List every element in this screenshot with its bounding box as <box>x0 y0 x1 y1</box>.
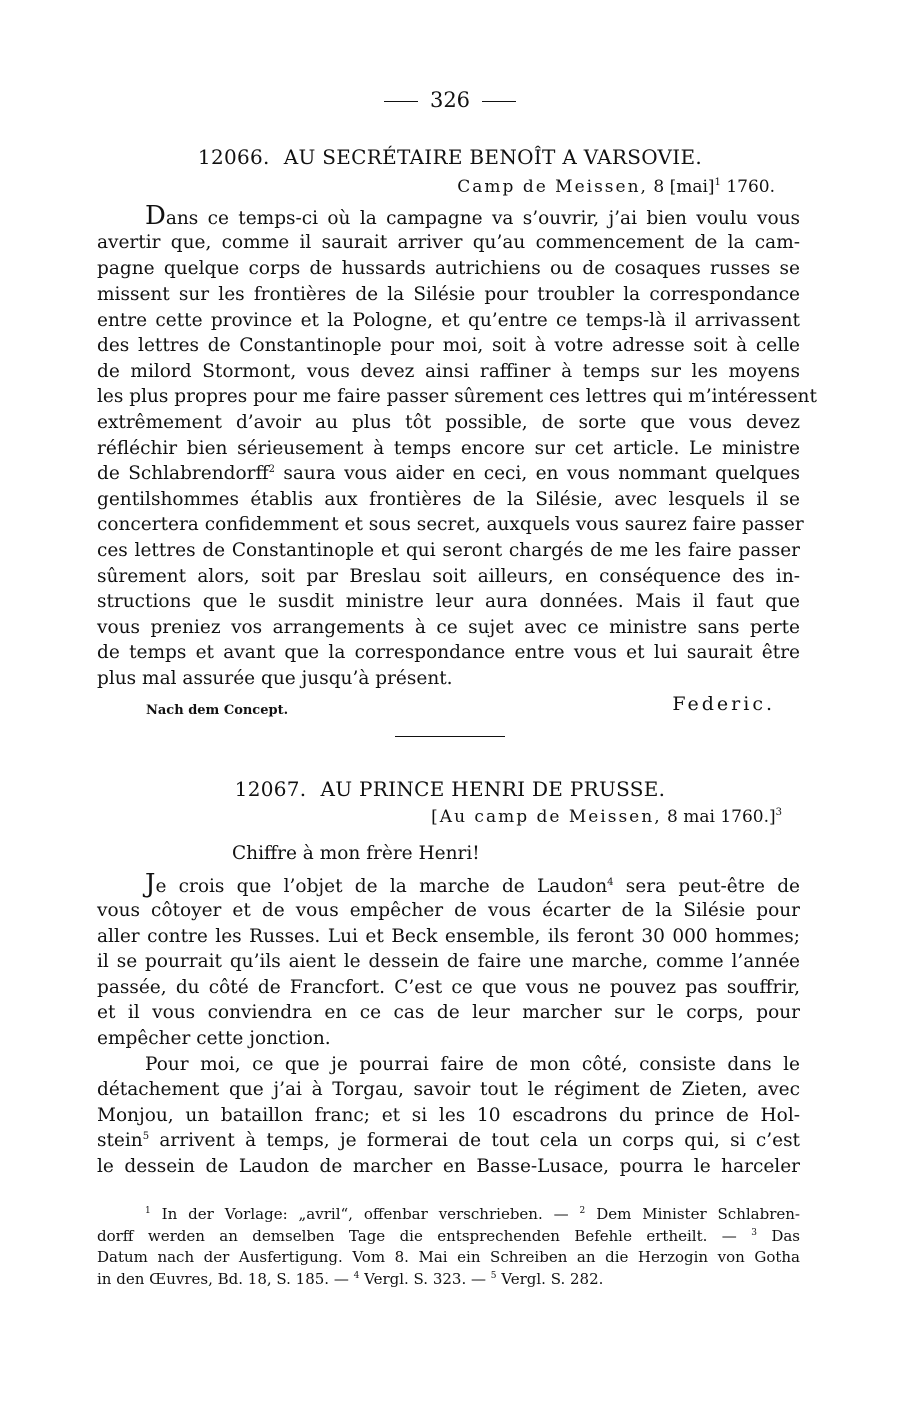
text-line <box>97 256 800 282</box>
letter-heading-12066 <box>0 143 900 171</box>
line-text: pagne quelque corps de hussards autrichiens ou de cosaques russes se <box>97 258 800 279</box>
text-line <box>97 461 800 487</box>
dateline-date: 8 [mai] <box>653 177 715 197</box>
line-text: empêcher cette jonction. <box>97 1028 331 1049</box>
text-line <box>97 538 800 564</box>
text-line <box>97 410 800 436</box>
footnote-line <box>97 1268 800 1290</box>
line-text: sûrement alors, soit par Breslau soit ailleurs, en conséquence des in- <box>97 566 800 587</box>
text-line <box>97 640 800 666</box>
letter-heading-12067 <box>0 775 900 803</box>
text-line <box>97 898 800 924</box>
text-line <box>97 1128 800 1154</box>
footnote-line <box>97 1246 800 1268</box>
dateline-place: Camp de Meissen, <box>457 177 648 197</box>
line-text: concertera confidemment et sous secret, auxquels vous saurez faire passer <box>97 514 804 535</box>
line-text: sera peut-être de <box>613 876 800 897</box>
footnote-line <box>145 1203 800 1225</box>
dateline-year: 1760. <box>720 177 775 197</box>
footnote-ref: 2 <box>268 464 275 475</box>
text-line <box>97 308 800 334</box>
text-line <box>145 203 800 232</box>
dateline-date: 8 mai 1760.] <box>661 807 776 827</box>
line-text: Pour moi, ce que je pourrai faire de mon côté, consiste dans le <box>145 1054 800 1075</box>
footnote-marker: 1 <box>145 1206 151 1216</box>
page-number-dash-right <box>482 101 516 102</box>
line-text: extrêmement d’avoir au plus tôt possible, de sorte que vous devez <box>97 412 800 433</box>
source-note: Nach dem Concept. <box>146 703 289 718</box>
footnote-text: dorff werden an demselben Tage die entsprechenden Befehle ertheilt. — <box>97 1227 752 1245</box>
line-text: missent sur les frontières de la Silésie pour troubler la correspondance <box>97 284 800 305</box>
text-line <box>97 615 800 641</box>
line-text: ces lettres de Constantinople et qui seront chargés de me les faire passer <box>97 540 800 561</box>
text-line <box>97 333 800 359</box>
text-line <box>97 512 804 538</box>
footnote-marker: 3 <box>751 1228 757 1238</box>
letter-dateline <box>457 175 775 199</box>
line-text: vous côtoyer et de vous empêcher de vous écarter de la Silésie pour <box>97 900 800 921</box>
text-line <box>97 1154 800 1180</box>
salutation <box>232 841 732 867</box>
letter-title: AU PRINCE HENRI DE PRUSSE. <box>320 777 666 801</box>
line-text: plus mal assurée que jusqu’à présent. <box>97 668 453 689</box>
text-line <box>97 384 817 410</box>
line-text: de temps et avant que la correspondance entre vous et lui saurait être <box>97 642 800 663</box>
footnote-text: Dem Minister Schlabren- <box>585 1205 800 1223</box>
footnote-text: Datum nach der Ausfertigung. Vom 8. Mai ein Schreiben an die Herzogin von Gotha <box>97 1248 800 1266</box>
footnote-text: In der Vorlage: „avril“, offenbar verschrieben. — <box>150 1205 580 1223</box>
footnote-ref: 1 <box>714 177 721 188</box>
line-text: aller contre les Russes. Lui et Beck ensemble, ils feront 30 000 hommes; <box>97 926 800 947</box>
line-text: des lettres de Constantinople pour moi, soit à votre adresse soit à celle <box>97 335 800 356</box>
footnote-ref: 3 <box>775 807 782 818</box>
footnote-marker: 5 <box>490 1271 497 1281</box>
salutation-text: Chiffre à mon frère Henri! <box>232 843 480 864</box>
text-line <box>97 589 800 615</box>
page-number-text: 326 <box>429 88 471 112</box>
letter-title: AU SECRÉTAIRE BENOÎT A VARSOVIE. <box>283 145 703 169</box>
text-line <box>97 282 800 308</box>
initial-letter: D <box>145 201 166 231</box>
footnote-marker: 2 <box>579 1206 586 1216</box>
line-text: entre cette province et la Pologne, et qu’entre ce temps-là il arrivassent <box>97 310 800 331</box>
text-line <box>97 1026 800 1052</box>
text-line <box>97 1103 800 1129</box>
letter-number: 12066. <box>197 145 270 169</box>
text-line <box>97 975 800 1001</box>
text-line <box>97 949 800 975</box>
page-number-dash-left <box>384 101 418 102</box>
line-text: il se pourrait qu’ils aient le dessein de faire une marche, comme l’année <box>97 951 800 972</box>
footnote-text: Das <box>756 1227 801 1245</box>
line-text: gentilshommes établis aux frontières de la Silésie, avec lesquels il se <box>97 489 800 510</box>
footnote-text: in den Œuvres, Bd. 18, S. 185. — <box>97 1270 354 1288</box>
text-line <box>97 436 800 462</box>
text-line <box>97 666 800 692</box>
line-text: de milord Stormont, vous devez ainsi raffiner à temps sur les moyens <box>97 361 800 382</box>
text-line <box>97 487 800 513</box>
text-line <box>145 871 800 900</box>
text-line <box>97 1077 800 1103</box>
footnote-text: Vergl. S. 323. — <box>359 1270 491 1288</box>
line-text: le dessein de Laudon de marcher en Basse-Lusace, pourra le harceler <box>97 1156 800 1177</box>
line-text: avertir que, comme il saurait arriver qu’au commencement de la cam- <box>97 232 800 253</box>
line-text: de Schlabrendorff <box>97 463 269 484</box>
line-text: passée, du côté de Francfort. C’est ce que vous ne pouvez pas souffrir, <box>97 977 800 998</box>
footnote-ref: 5 <box>142 1131 150 1142</box>
text-line <box>97 564 800 590</box>
signature: Federic. <box>672 693 775 715</box>
text-line <box>97 924 800 950</box>
line-text: vous preniez vos arrangements à ce sujet avec ce ministre sans perte <box>97 617 800 638</box>
line-text: arrivent à temps, je formerai de tout cela un corps qui, si c’est <box>149 1130 800 1151</box>
footnote-marker: 4 <box>353 1271 360 1281</box>
line-text: saura vous aider en ceci, en vous nommant quelques <box>274 463 800 484</box>
line-text: Monjou, un bataillon franc; et si les 10 escadrons du prince de Hol- <box>97 1105 800 1126</box>
line-text: stein <box>97 1130 143 1151</box>
letter-dateline <box>431 805 782 829</box>
line-text: et il vous conviendra en ce cas de leur marcher sur le corps, pour <box>97 1002 800 1023</box>
text-line <box>97 359 800 385</box>
initial-letter: J <box>145 869 156 899</box>
line-text: réfléchir bien sérieusement à temps encore sur cet article. Le ministre <box>97 438 800 459</box>
line-text: ans ce temps-ci où la campagne va s’ouvrir, j’ai bien voulu vous <box>165 208 800 229</box>
footnote-ref: 4 <box>607 877 614 888</box>
footnote-line <box>97 1225 800 1247</box>
text-line <box>97 1000 800 1026</box>
page-number <box>0 86 900 114</box>
footnote-text: Vergl. S. 282. <box>496 1270 604 1288</box>
dateline-place: [Au camp de Meissen, <box>431 807 662 827</box>
section-divider <box>395 736 505 737</box>
line-text: e crois que l’objet de la marche de Laudon <box>155 876 608 897</box>
line-text: les plus propres pour me faire passer sûrement ces lettres qui m’intéressent <box>97 386 817 407</box>
text-line <box>97 230 800 256</box>
text-line <box>145 1052 800 1078</box>
line-text: détachement que j’ai à Torgau, savoir tout le régiment de Zieten, avec <box>97 1079 800 1100</box>
letter-number: 12067. <box>234 777 307 801</box>
line-text: structions que le susdit ministre leur aura données. Mais il faut que <box>97 591 800 612</box>
